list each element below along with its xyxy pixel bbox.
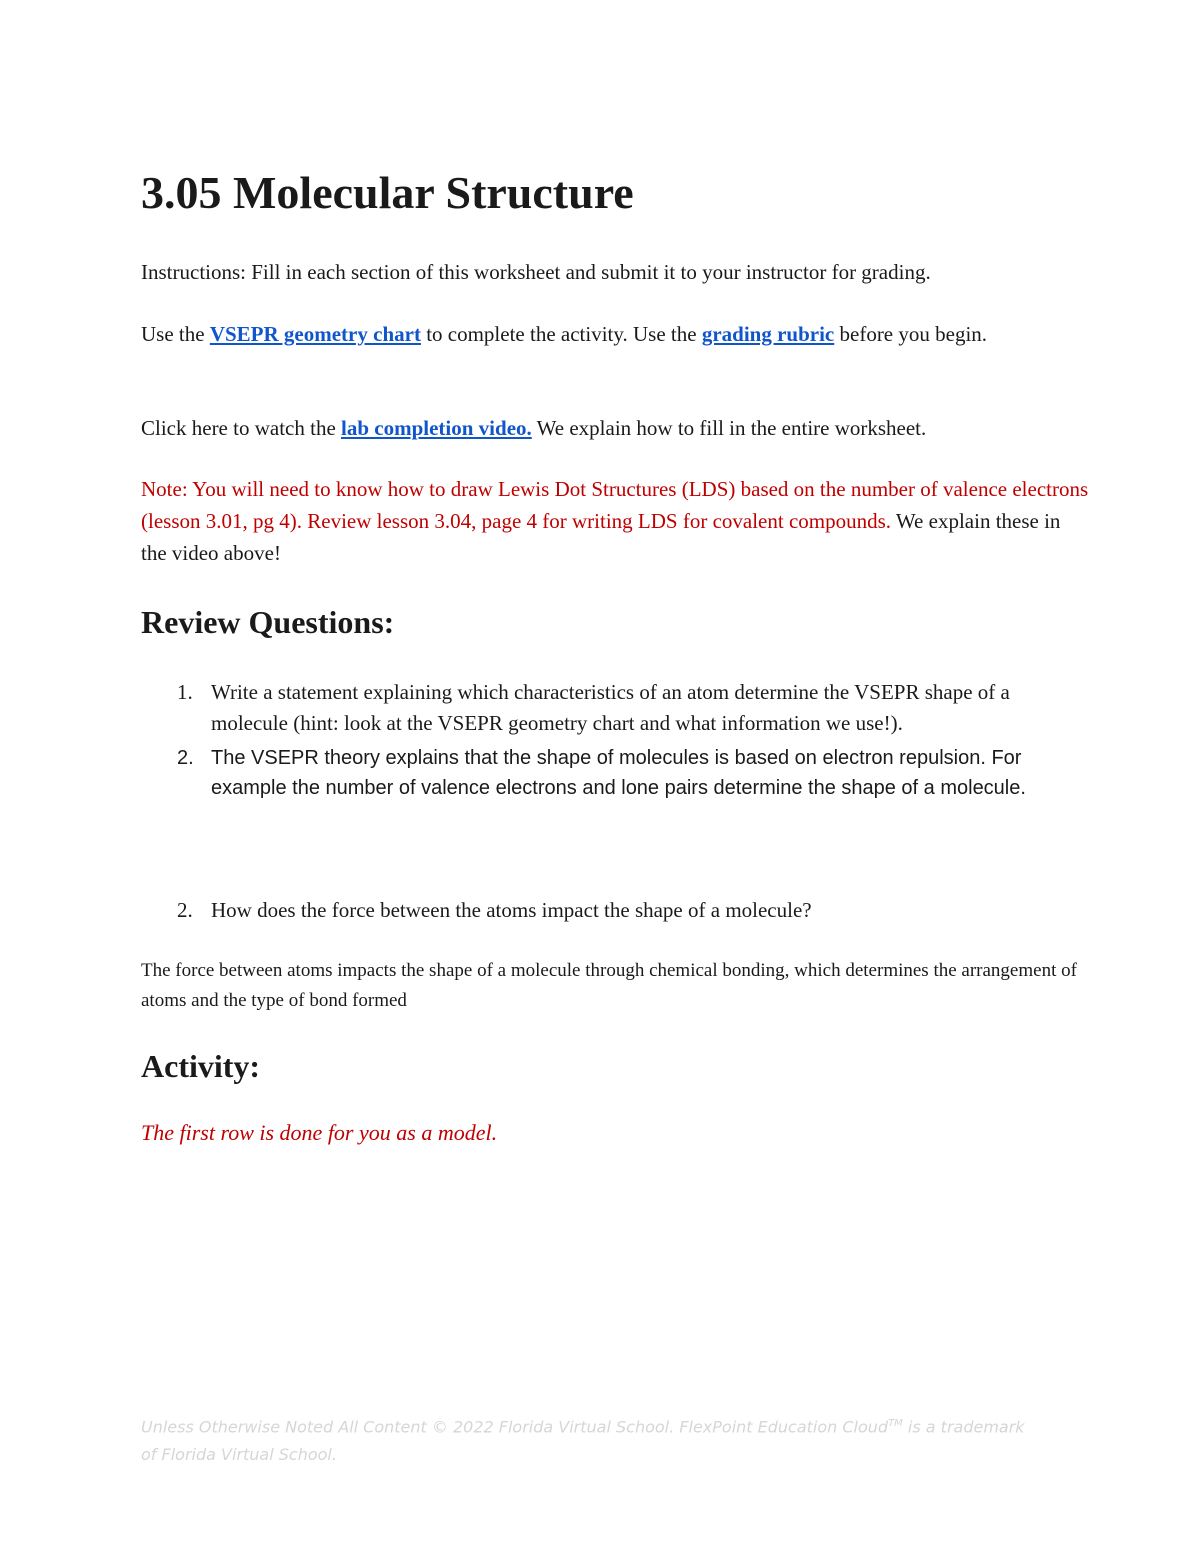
model-row-note: The first row is done for you as a model. [141, 1120, 498, 1145]
use-chart-paragraph [141, 318, 1091, 350]
note-tail: We explain these in the video above! [141, 509, 1061, 565]
copyright-footer [141, 1410, 1041, 1469]
note-paragraph [141, 473, 1091, 569]
use-line-text-2: to complete the activity. Use the [420, 322, 702, 346]
question-item [177, 743, 1091, 803]
question-number: 2. [177, 898, 193, 922]
question-text: How does the force between the atoms impact the shape of a molecule? [211, 898, 812, 922]
question-item [177, 677, 1091, 739]
grading-rubric-link[interactable]: grading rubric [701, 322, 835, 346]
lab-completion-video-link[interactable]: lab completion video. [341, 416, 532, 440]
video-line-text-2: We explain how to fill in the entire worksheet. [531, 416, 927, 440]
question-number: 2. [177, 747, 194, 769]
question-text: The VSEPR theory explains that the shape of molecules is based on electron repulsion. For example the number of valence electrons and lone pairs determine the shape of a molecule. [211, 747, 1026, 799]
question-item [177, 895, 1091, 926]
note-label: Note: [141, 477, 193, 501]
question-number: 1. [177, 680, 193, 704]
note-red-text: You will need to know how to draw Lewis Dot Structures (LDS) based on the number of valence electrons (lesson 3.01, pg 4). Review lesson 3.04, page 4 for writing LDS for covalent compounds. [141, 477, 1089, 533]
trademark-symbol: TM [888, 1418, 903, 1429]
activity-heading: Activity: [141, 1048, 261, 1084]
footer-text-2: is a trademark of Florida Virtual School. [141, 1417, 1025, 1465]
use-line-text-3: before you begin. [834, 322, 988, 346]
question-text: Write a statement explaining which characteristics of an atom determine the VSEPR shape of a molecule (hint: look at the VSEPR geometry chart and what information we use!). [211, 680, 1010, 735]
answer-text: The force between atoms impacts the shape of a molecule through chemical bonding, which determines the arrangement of atoms and the type of bond formed [141, 960, 1077, 1011]
use-line-text-1: Use the [141, 322, 210, 346]
page-title: 3.05 Molecular Structure [141, 167, 634, 218]
review-questions-heading: Review Questions: [141, 604, 395, 640]
footer-text-1: Unless Otherwise Noted All Content © 2022 Florida Virtual School. FlexPoint Education Cloud [141, 1417, 889, 1437]
video-line-text-1: Click here to watch the [141, 416, 342, 440]
vsepr-geometry-chart-link[interactable]: VSEPR geometry chart [209, 322, 421, 346]
video-paragraph [141, 412, 1091, 444]
instructions-text: Instructions: Fill in each section of this worksheet and submit it to your instructor for grading. [141, 260, 931, 284]
